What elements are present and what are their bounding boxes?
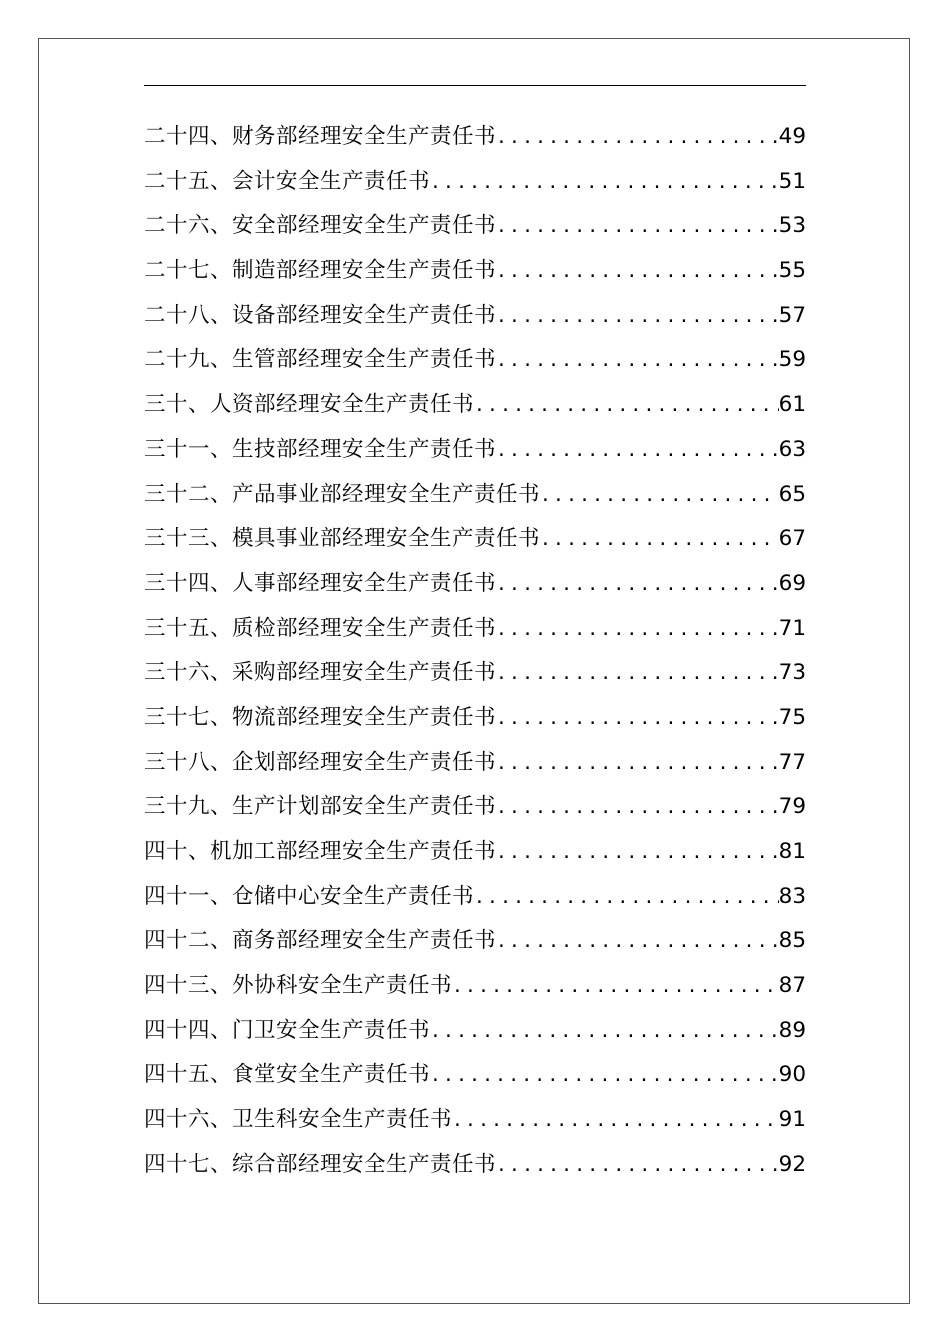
toc-dot-leader xyxy=(452,1098,779,1143)
toc-entry-page: 69 xyxy=(778,570,806,596)
toc-entry-title: 四十四、门卫安全生产责任书 xyxy=(144,1017,431,1043)
toc-dot-leader xyxy=(496,428,779,473)
toc-dot-leader xyxy=(496,294,779,339)
toc-entry[interactable] xyxy=(144,696,806,741)
toc-entry-title: 三十、人资部经理安全生产责任书 xyxy=(144,392,475,418)
toc-entry[interactable] xyxy=(144,875,806,920)
toc-dot-leader xyxy=(474,383,779,428)
toc-entry-page: 73 xyxy=(778,660,806,686)
toc-entry[interactable] xyxy=(144,473,806,518)
toc-entry-page: 53 xyxy=(778,213,806,239)
toc-entry[interactable] xyxy=(144,204,806,249)
toc-entry-title: 四十三、外协科安全生产责任书 xyxy=(144,973,453,999)
toc-entry-title: 三十八、企划部经理安全生产责任书 xyxy=(144,749,497,775)
toc-entry[interactable] xyxy=(144,383,806,428)
toc-entry-page: 87 xyxy=(778,973,806,999)
toc-entry[interactable] xyxy=(144,562,806,607)
header-rule xyxy=(144,85,806,86)
toc-entry-title: 四十六、卫生科安全生产责任书 xyxy=(144,1107,453,1133)
toc-entry-page: 90 xyxy=(778,1062,806,1088)
toc-entry-title: 四十一、仓储中心安全生产责任书 xyxy=(144,883,475,909)
table-of-contents xyxy=(144,115,806,1188)
toc-entry[interactable] xyxy=(144,338,806,383)
toc-entry-title: 二十四、财务部经理安全生产责任书 xyxy=(144,124,497,149)
toc-entry-title: 四十五、食堂安全生产责任书 xyxy=(144,1062,431,1088)
toc-dot-leader xyxy=(540,473,779,518)
toc-entry-title: 四十、机加工部经理安全生产责任书 xyxy=(144,839,497,864)
toc-dot-leader xyxy=(496,249,779,294)
toc-entry-page: 51 xyxy=(778,168,806,194)
toc-entry-page: 89 xyxy=(778,1017,806,1043)
toc-dot-leader xyxy=(496,830,779,875)
toc-entry[interactable] xyxy=(144,428,806,473)
toc-dot-leader xyxy=(496,115,779,160)
toc-entry-title: 三十九、生产计划部安全生产责任书 xyxy=(144,794,497,820)
toc-entry-page: 91 xyxy=(778,1107,806,1133)
toc-entry-title: 二十五、会计安全生产责任书 xyxy=(144,168,431,194)
toc-entry-page: 59 xyxy=(778,347,806,373)
toc-entry[interactable] xyxy=(144,517,806,562)
toc-entry-title: 三十四、人事部经理安全生产责任书 xyxy=(144,570,497,596)
toc-dot-leader xyxy=(430,1053,779,1098)
toc-entry-title: 三十三、模具事业部经理安全生产责任书 xyxy=(144,526,541,552)
toc-entry-page: 77 xyxy=(778,749,806,775)
toc-entry-page: 67 xyxy=(778,526,806,552)
toc-entry[interactable] xyxy=(144,1098,806,1143)
toc-dot-leader xyxy=(496,785,779,830)
toc-dot-leader xyxy=(496,607,779,652)
toc-entry-page: 92 xyxy=(778,1151,806,1177)
toc-entry-title: 三十七、物流部经理安全生产责任书 xyxy=(144,704,497,730)
toc-entry-page: 49 xyxy=(778,124,806,149)
toc-entry-title: 四十七、综合部经理安全生产责任书 xyxy=(144,1151,497,1177)
toc-entry-page: 85 xyxy=(778,928,806,954)
toc-entry[interactable] xyxy=(144,741,806,786)
toc-dot-leader xyxy=(496,1143,779,1188)
toc-entry-title: 三十二、产品事业部经理安全生产责任书 xyxy=(144,481,541,507)
toc-dot-leader xyxy=(496,741,779,786)
toc-dot-leader xyxy=(496,338,779,383)
toc-entry[interactable] xyxy=(144,785,806,830)
toc-entry-page: 63 xyxy=(778,436,806,462)
toc-dot-leader xyxy=(430,160,779,205)
toc-dot-leader xyxy=(496,919,779,964)
toc-entry-title: 三十一、生技部经理安全生产责任书 xyxy=(144,436,497,462)
toc-entry[interactable] xyxy=(144,830,806,875)
toc-entry[interactable] xyxy=(144,115,806,160)
toc-entry-page: 71 xyxy=(778,615,806,641)
toc-entry[interactable] xyxy=(144,249,806,294)
toc-entry[interactable] xyxy=(144,964,806,1009)
toc-entry-title: 二十九、生管部经理安全生产责任书 xyxy=(144,347,497,373)
toc-entry[interactable] xyxy=(144,919,806,964)
toc-entry[interactable] xyxy=(144,294,806,339)
toc-entry-title: 四十二、商务部经理安全生产责任书 xyxy=(144,928,497,954)
toc-dot-leader xyxy=(452,964,779,1009)
toc-entry[interactable] xyxy=(144,1009,806,1054)
toc-entry-page: 65 xyxy=(778,481,806,507)
toc-entry[interactable] xyxy=(144,1053,806,1098)
toc-dot-leader xyxy=(496,204,779,249)
toc-entry-title: 二十六、安全部经理安全生产责任书 xyxy=(144,213,497,239)
toc-dot-leader xyxy=(540,517,779,562)
toc-entry-title: 二十七、制造部经理安全生产责任书 xyxy=(144,258,497,284)
toc-entry[interactable] xyxy=(144,160,806,205)
toc-entry[interactable] xyxy=(144,1143,806,1188)
toc-dot-leader xyxy=(474,875,779,920)
toc-entry-page: 81 xyxy=(778,839,806,864)
toc-dot-leader xyxy=(496,651,779,696)
toc-dot-leader xyxy=(496,696,779,741)
toc-entry-page: 79 xyxy=(778,794,806,820)
toc-entry[interactable] xyxy=(144,607,806,652)
toc-entry-page: 61 xyxy=(778,392,806,418)
toc-entry-title: 二十八、设备部经理安全生产责任书 xyxy=(144,302,497,328)
toc-dot-leader xyxy=(430,1009,779,1054)
toc-dot-leader xyxy=(496,562,779,607)
toc-entry-title: 三十五、质检部经理安全生产责任书 xyxy=(144,615,497,641)
toc-entry-title: 三十六、采购部经理安全生产责任书 xyxy=(144,660,497,686)
toc-entry-page: 55 xyxy=(778,258,806,284)
toc-entry-page: 57 xyxy=(778,302,806,328)
toc-entry[interactable] xyxy=(144,651,806,696)
toc-entry-page: 83 xyxy=(778,883,806,909)
toc-entry-page: 75 xyxy=(778,704,806,730)
